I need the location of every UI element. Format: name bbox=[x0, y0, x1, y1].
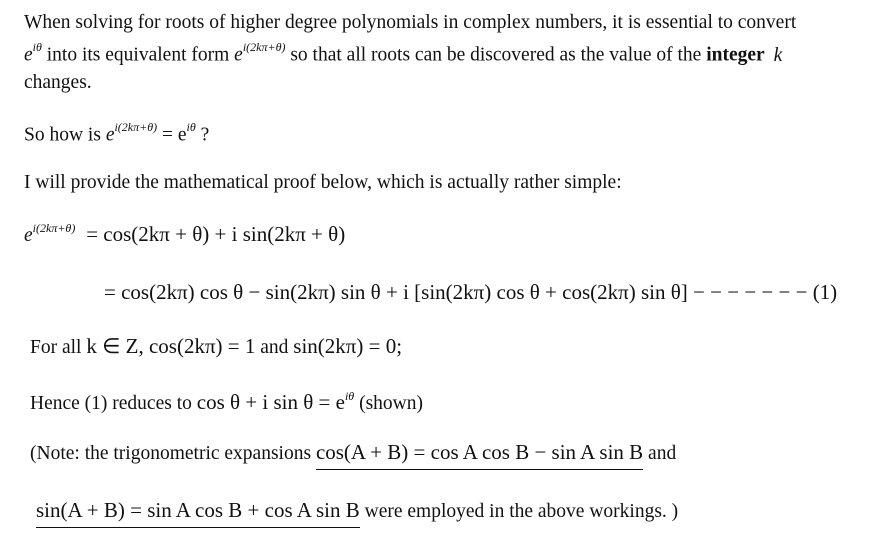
e-symbol: e bbox=[24, 225, 33, 246]
e-symbol: e bbox=[105, 124, 115, 146]
exponent-full: i(2kπ+θ) bbox=[114, 120, 158, 134]
hence-text: Hence (1) reduces to bbox=[30, 393, 197, 414]
cos-expansion: cos(A + B) = cos A cos B − sin A sin B bbox=[316, 440, 643, 470]
e-symbol: e bbox=[24, 44, 33, 66]
exponent-full: i(2kπ+θ) bbox=[242, 40, 286, 54]
equation-line-2 bbox=[104, 280, 837, 305]
note-close: were employed in the above workings. ) bbox=[359, 501, 679, 522]
exponent-i-theta: iθ bbox=[32, 40, 42, 54]
for-all-and: and bbox=[255, 337, 294, 358]
for-all-condition-2: sin(2kπ) = 0; bbox=[293, 334, 403, 358]
exponent-full: i(2kπ+θ) bbox=[32, 220, 76, 235]
into-text: into its equivalent form bbox=[41, 44, 235, 66]
for-all-condition: k ∈ Z, cos(2kπ) = 1 bbox=[86, 334, 256, 358]
note-and: and bbox=[643, 443, 677, 464]
question-equals: = e bbox=[157, 124, 187, 146]
hence-shown: (shown) bbox=[354, 393, 423, 414]
e-symbol: e bbox=[234, 44, 243, 66]
intro-line-3: changes. bbox=[24, 72, 92, 93]
intro-line-1: When solving for roots of higher degree polynomials in complex numbers, it is essential to convert bbox=[24, 12, 797, 33]
question-prefix: So how is bbox=[24, 124, 106, 146]
question-line bbox=[24, 122, 209, 147]
note-open: (Note: the trigonometric expansions bbox=[30, 443, 316, 464]
sin-expansion: sin(A + B) = sin A cos B + cos A sin B bbox=[36, 498, 360, 528]
integer-word: integer bbox=[706, 44, 765, 66]
equation-line-1 bbox=[24, 222, 345, 247]
question-suffix: ? bbox=[195, 124, 210, 146]
for-all-line bbox=[30, 334, 402, 359]
equation-2-rhs: = cos(2kπ) cos θ − sin(2kπ) sin θ + i [sin(2kπ) cos θ + cos(2kπ) sin θ] − − − − − − − (1) bbox=[104, 280, 838, 304]
hence-expression: cos θ + i sin θ = e bbox=[196, 390, 345, 414]
for-all-text: For all bbox=[30, 337, 87, 358]
note-line-1 bbox=[30, 440, 676, 465]
intro-line-2 bbox=[24, 42, 782, 67]
equation-1-rhs: = cos(2kπ + θ) + i sin(2kπ + θ) bbox=[86, 222, 346, 246]
proof-intro: I will provide the mathematical proof below, which is actually rather simple: bbox=[24, 172, 622, 193]
note-line-2 bbox=[36, 498, 678, 523]
exponent-i-theta: iθ bbox=[344, 388, 355, 403]
exponent-i-theta: iθ bbox=[186, 120, 196, 134]
hence-line bbox=[30, 390, 423, 415]
so-that-text: so that all roots can be discovered as the value of the bbox=[285, 44, 707, 66]
k-variable: k bbox=[773, 44, 783, 66]
